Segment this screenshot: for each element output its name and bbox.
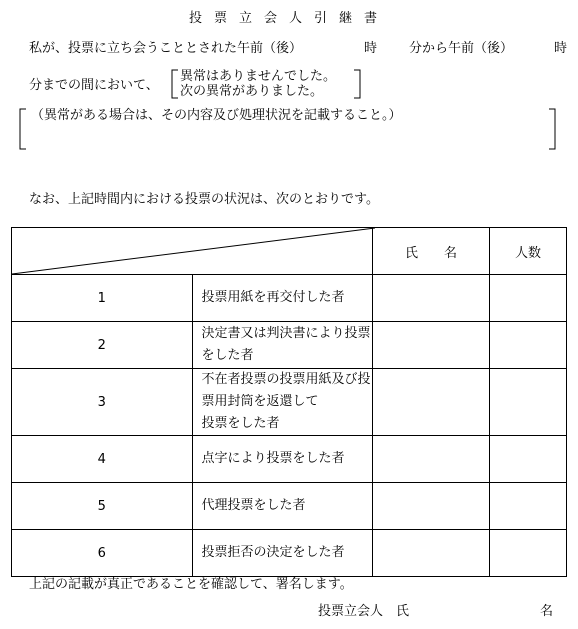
name-cell[interactable]	[373, 322, 490, 369]
count-cell[interactable]	[490, 483, 567, 530]
table-row	[12, 275, 567, 322]
row-description: 点字により投票をした者	[192, 436, 373, 483]
time-line-suffix: 分までの間において、	[29, 78, 159, 93]
signature-suffix: 名	[540, 604, 554, 619]
hour-label-2: 時	[554, 41, 568, 56]
row-number: 2	[12, 322, 193, 369]
row-description-line: 投票をした者	[201, 416, 280, 431]
table-intro: なお、上記時間内における投票の状況は、次のとおりです。	[29, 192, 379, 207]
confirmation-statement: 上記の記載が真正であることを確認して、署名します。	[29, 577, 353, 592]
table-row	[12, 530, 567, 577]
table-row	[12, 436, 567, 483]
row-number: 4	[12, 436, 193, 483]
header-count: 人数	[490, 228, 567, 275]
hour-label-1: 時	[364, 41, 378, 56]
signature-label: 投票立会人 氏	[318, 604, 410, 619]
row-description	[192, 369, 373, 436]
count-cell[interactable]	[490, 436, 567, 483]
row-number: 5	[12, 483, 193, 530]
table-row	[12, 483, 567, 530]
option-bracket-left	[171, 69, 179, 99]
table-row	[12, 322, 567, 369]
option-no-anomaly: 異常はありませんでした。	[180, 69, 337, 84]
diagonal-header-cell	[12, 228, 373, 275]
name-cell[interactable]	[373, 436, 490, 483]
name-cell[interactable]	[373, 530, 490, 577]
row-description: 決定書又は判決書により投票をした者	[192, 322, 373, 369]
table-header-row	[12, 228, 567, 275]
row-description: 投票用紙を再交付した者	[192, 275, 373, 322]
option-anomaly: 次の異常がありました。	[180, 84, 324, 99]
time-line-prefix: 私が、投票に立ち会うこととされた午前（後）	[29, 41, 303, 56]
count-cell[interactable]	[490, 322, 567, 369]
time-line-mid: 分から午前（後）	[409, 41, 514, 56]
row-number: 6	[12, 530, 193, 577]
count-cell[interactable]	[490, 369, 567, 436]
row-description: 投票拒否の決定をした者	[192, 530, 373, 577]
row-description: 代理投票をした者	[192, 483, 373, 530]
anomaly-note: （異常がある場合は、その内容及び処理状況を記載すること。）	[31, 108, 402, 123]
name-cell[interactable]	[373, 369, 490, 436]
count-cell[interactable]	[490, 275, 567, 322]
row-number: 3	[12, 369, 193, 436]
note-bracket-left	[19, 108, 27, 150]
count-cell[interactable]	[490, 530, 567, 577]
note-bracket-right	[548, 108, 556, 150]
header-name: 氏 名	[373, 228, 490, 275]
name-cell[interactable]	[373, 483, 490, 530]
name-cell[interactable]	[373, 275, 490, 322]
option-bracket-right	[353, 69, 361, 99]
document-title: 投票立会人引継書	[188, 11, 389, 26]
row-number: 1	[12, 275, 193, 322]
diagonal-line	[12, 228, 375, 275]
table-row	[12, 369, 567, 436]
row-description-line: 不在者投票の投票用紙及び投票用封筒を返還して	[201, 372, 371, 409]
voting-status-table	[11, 227, 567, 577]
